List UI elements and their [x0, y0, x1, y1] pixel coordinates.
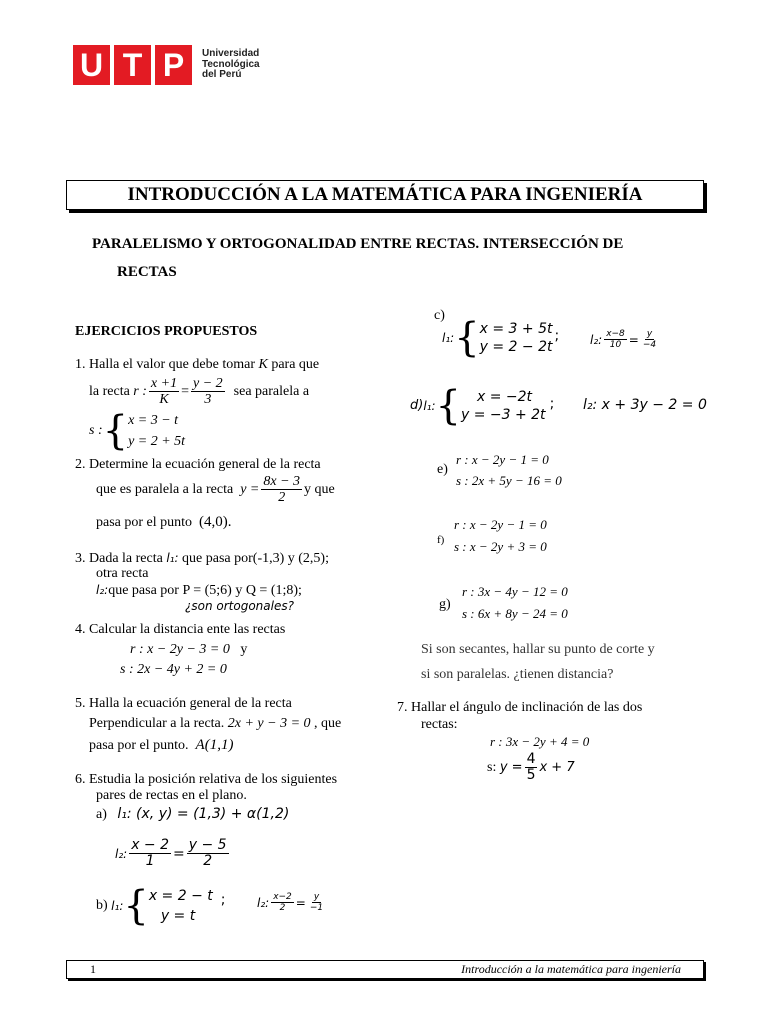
ex6a-den1: 1: [145, 853, 155, 869]
ex2-text-c: pasa por el punto: [96, 515, 193, 530]
ex2-point: (4,0).: [199, 514, 232, 530]
ex4-and: y: [240, 642, 248, 657]
ex6b-l2-label: l₂:: [257, 895, 270, 910]
ex3-text-c: que pasa por P = (5;6) y Q = (1;8);: [108, 583, 302, 598]
exercise-5-line-1: 5. Halla la ecuación general de la recta: [75, 696, 292, 711]
ex7-s-rhs: x + 7: [539, 759, 575, 775]
ex6d-semicolon: ;: [549, 396, 555, 412]
exercise-6c-label: c): [434, 308, 445, 323]
logo-letter-p: P: [155, 45, 192, 85]
exercise-1-line-1: [75, 357, 319, 373]
exercise-6d-l1: [410, 383, 555, 429]
ex6d-s1: x = −2t: [476, 389, 533, 405]
ex6b-l1-label: l₁:: [111, 899, 124, 913]
exercise-6-note-2: si son paralelas. ¿tienen distancia?: [421, 667, 614, 682]
exercise-6f-label: f): [437, 534, 445, 546]
ex6b-num2: y: [313, 892, 320, 902]
exercise-2-line-3: [96, 514, 232, 531]
ex7-den: 5: [526, 767, 536, 783]
exercise-6c-l1: [442, 315, 560, 361]
ex2-fraction: [261, 474, 302, 505]
ex1-eq: =: [181, 383, 189, 399]
logo-letter-t: T: [114, 45, 151, 85]
exercise-1-line-2: [89, 376, 309, 407]
ex6b-fraction-2: [308, 892, 325, 913]
ex6b-s1: x = 2 − t: [148, 888, 213, 904]
utp-logo: [73, 45, 260, 85]
ex1-den1: K: [159, 392, 169, 407]
ex6c-den2: −4: [642, 340, 657, 350]
ex3-text-b: que pasa por(-1,3) y (2,5);: [182, 551, 329, 566]
ex1-s-label: s :: [89, 423, 103, 438]
brace-icon: {: [454, 315, 480, 361]
ex6a-num2: y − 5: [188, 837, 227, 853]
ex6c-semicolon: ;: [554, 328, 560, 344]
ex6b-den1: 2: [279, 903, 286, 913]
exercise-5-line-2: [89, 716, 341, 732]
exercise-5-line-3: [89, 737, 233, 754]
exercise-7-line-2: rectas:: [421, 717, 458, 732]
exercise-4-r: [130, 642, 247, 658]
logo-line: Tecnológica: [202, 58, 260, 70]
ex1-paralela: sea paralela a: [233, 383, 310, 399]
ex1-recta: la recta: [89, 383, 130, 399]
ex6a-den2: 2: [203, 853, 213, 869]
ex1-num1: x +1: [150, 376, 178, 391]
exercise-7-r: r : 3x − 2y + 4 = 0: [490, 734, 590, 749]
ex4-r: r : x − 2y − 3 = 0: [130, 642, 230, 657]
ex6c-s2: y = 2 − 2t: [479, 339, 553, 355]
ex6b-fraction-1: [271, 892, 294, 913]
exercise-2-line-2: [96, 474, 335, 505]
ex6a-fraction-1: [129, 838, 171, 869]
brace-icon: {: [102, 408, 129, 454]
ex2-text-b: y que: [304, 481, 335, 497]
ex6c-s1: x = 3 + 5t: [479, 321, 553, 337]
logo-university-name: [202, 49, 260, 81]
subtitle-line-1: PARALELISMO Y ORTOGONALIDAD ENTRE RECTAS. INTERSECCIÓN DE: [92, 236, 624, 252]
ex1-text-b: para que: [271, 357, 320, 372]
ex1-system-lines: [128, 410, 185, 452]
subtitle-line-2: RECTAS: [117, 264, 177, 280]
page-number: 1: [90, 962, 96, 976]
exercise-3-line-3: [96, 582, 302, 599]
ex6c-system: [480, 320, 553, 356]
exercise-3-line-1: [75, 550, 329, 567]
exercise-6g-label: g): [439, 597, 451, 612]
ex7-fraction: [525, 752, 538, 783]
exercise-6-line-2: pares de rectas en el plano.: [96, 788, 247, 803]
exercise-6-line-1: 6. Estudia la posición relativa de los siguientes: [75, 772, 338, 787]
ex6b-system: [149, 886, 213, 926]
brace-icon: {: [435, 383, 461, 429]
ex6d-label: d): [410, 398, 424, 413]
ex6c-fraction-2: [641, 329, 658, 350]
ex1-fraction-2: [191, 376, 225, 407]
ex6b-semicolon: ;: [220, 892, 226, 908]
ex1-s1: x = 3 − t: [128, 413, 179, 428]
exercise-6f-r: r : x − 2y − 1 = 0: [454, 517, 547, 532]
ex6b-s2: y = t: [160, 908, 196, 924]
section-heading: EJERCICIOS PROPUESTOS: [75, 324, 258, 339]
exercise-6-note-1: Si son secantes, hallar su punto de corte y: [421, 642, 655, 657]
exercise-6a-l2: l₂: $\frac{x - 2}{1}$ = $\frac{y - 5}{2}$: [115, 837, 227, 869]
ex6a-l2-label: l₂:: [115, 846, 128, 861]
exercise-3-line-2: otra recta: [96, 566, 149, 581]
ex2-text: que es paralela a la recta: [96, 481, 234, 497]
exercise-6c-l2: l₂: $\frac{x-8}{10}$ = $\frac{y}{-4}$: [590, 329, 657, 350]
exercise-6b-l2: l₂: $\frac{x-2}{2}$ = $\frac{y}{-1}$: [257, 892, 324, 913]
ex7-num: 4: [526, 751, 536, 767]
exercise-6g-s: s : 6x + 8y − 24 = 0: [462, 606, 568, 621]
exercise-7-s: [487, 752, 575, 783]
ex5-eq: 2x + y − 3 = 0: [227, 716, 311, 731]
ex6c-num1: x−8: [606, 329, 625, 339]
ex5-point: A(1,1): [195, 737, 234, 753]
brace-icon: {: [123, 883, 149, 929]
ex6a-num1: x − 2: [131, 837, 170, 853]
exercise-6d-l2: l₂: x + 3y − 2 = 0: [583, 397, 707, 413]
ex3-l2: l₂:: [96, 583, 109, 597]
ex6b-num1: x−2: [273, 892, 292, 902]
ex6c-den1: 10: [609, 340, 622, 350]
ex6b-den2: −1: [309, 903, 324, 913]
ex1-k: K: [258, 357, 268, 372]
ex6a-l1: l₁: (x, y) = (1,3) + α(1,2): [117, 806, 290, 822]
ex5-text-c: pasa por el punto.: [89, 738, 189, 753]
ex1-fraction-1: [149, 376, 179, 407]
ex6a-fraction-2: [187, 838, 229, 869]
ex7-s-label: s:: [487, 759, 497, 775]
ex1-num2: y − 2: [193, 376, 223, 391]
ex1-text: 1. Halla el valor que debe tomar: [75, 357, 255, 372]
logo-line: del Perú: [202, 69, 242, 81]
exercise-6b: [96, 883, 226, 929]
exercise-6f-s: s : x − 2y + 3 = 0: [454, 539, 547, 554]
exercise-6e-s: s : 2x + 5y − 16 = 0: [456, 473, 562, 488]
ex6d-l1-label: l₁:: [423, 399, 436, 413]
ex2-num: 8x − 3: [263, 474, 301, 489]
ex6d-system: [461, 388, 546, 424]
ex6c-num2: y: [646, 329, 653, 339]
exercise-7-line-1: 7. Hallar el ángulo de inclinación de las dos: [397, 700, 643, 715]
ex3-l1: l₁:: [166, 551, 179, 565]
ex5-text-b: , que: [314, 716, 342, 731]
footer-title: Introducción a la matemática para ingeniería: [461, 962, 681, 976]
exercise-6e-r: r : x − 2y − 1 = 0: [456, 452, 549, 467]
exercise-6e-label: e): [437, 462, 448, 477]
exercise-2-line-1: 2. Determine la ecuación general de la recta: [75, 457, 321, 472]
ex6c-l1-label: l₁:: [442, 331, 455, 345]
ex1-s2: y = 2 + 5t: [128, 434, 186, 449]
ex3-text: 3. Dada la recta: [75, 551, 163, 566]
exercise-4-s: s : 2x − 4y + 2 = 0: [120, 662, 227, 677]
page-footer: [66, 960, 704, 979]
ex1-den2: 3: [204, 392, 212, 407]
exercise-6g-r: r : 3x − 4y − 12 = 0: [462, 584, 568, 599]
ex2-den: 2: [278, 490, 286, 505]
ex2-lhs: y =: [240, 481, 260, 497]
ex1-r-label: r :: [133, 383, 147, 399]
ex7-s-lhs: y =: [499, 759, 523, 775]
document-title: INTRODUCCIÓN A LA MATEMÁTICA PARA INGENIERÍA: [127, 184, 643, 205]
ex6a-label: a): [96, 807, 107, 822]
logo-line: Universidad: [202, 48, 260, 60]
exercise-4-line-1: 4. Calcular la distancia ente las rectas: [75, 622, 286, 637]
ex6c-l2-label: l₂:: [590, 332, 603, 347]
ex6c-fraction-1: [604, 329, 627, 350]
logo-letter-u: U: [73, 45, 110, 85]
ex6d-s2: y = −3 + 2t: [460, 407, 546, 423]
ex6b-label: b): [96, 898, 108, 913]
ex5-text: Perpendicular a la recta.: [89, 716, 225, 731]
exercise-1-system: [89, 410, 185, 452]
exercise-3-question: ¿son ortogonales?: [185, 599, 294, 613]
exercise-6a: [96, 806, 289, 823]
document-title-box: [66, 180, 704, 210]
